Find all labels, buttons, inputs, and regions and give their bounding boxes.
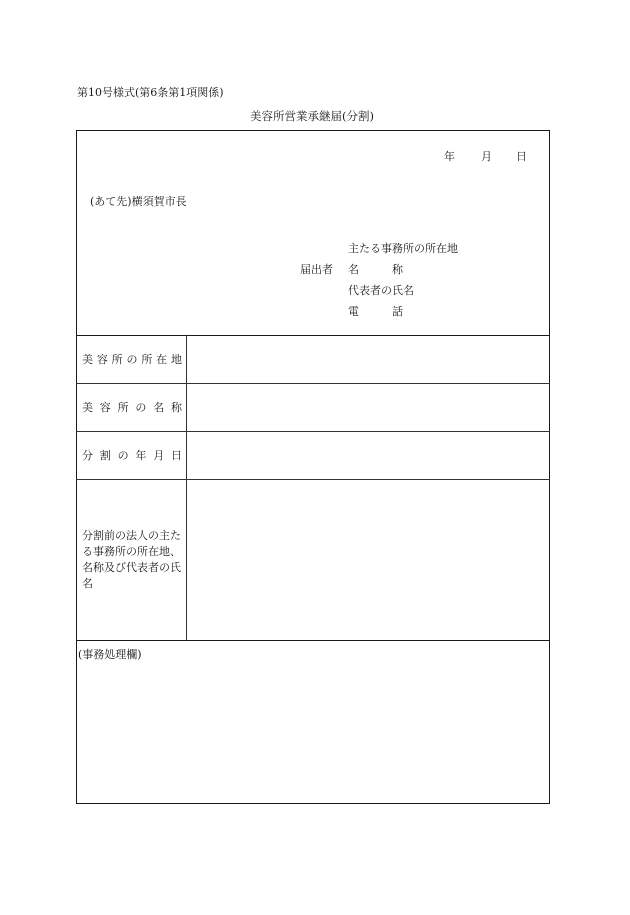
split-date-field[interactable] — [188, 433, 548, 478]
office-use-label: (事務処理欄) — [78, 648, 142, 661]
row-divider — [76, 431, 550, 432]
notifier-representative-label: 代表者の氏名 — [348, 284, 414, 297]
addressee: (あて先)横須賀市長 — [90, 195, 187, 208]
row-label-pre-split-corporation: 分割前の法人の主たる事務所の所在地、名称及び代表者の氏名 — [82, 529, 181, 590]
row-divider — [76, 479, 550, 480]
pre-split-corporation-field[interactable] — [188, 481, 548, 639]
row-divider — [76, 383, 550, 384]
row-label-split-date: 分割の年月日 — [82, 449, 182, 462]
date-day-label: 日 — [516, 150, 527, 163]
notifier-name-label: 名 称 — [348, 263, 403, 276]
row-label-salon-address: 美容所の所在地 — [82, 353, 182, 366]
label-column-divider — [186, 335, 187, 640]
salon-name-field[interactable] — [188, 385, 548, 430]
notifier-phone-label: 電 話 — [348, 305, 403, 318]
form-number: 第10号様式(第6条第1項関係) — [77, 86, 224, 99]
notifier-office-address-label: 主たる事務所の所在地 — [348, 242, 458, 255]
date-year-label: 年 — [444, 150, 455, 163]
notifier-label: 届出者 — [300, 263, 333, 276]
form-title: 美容所営業承継届(分割) — [250, 109, 374, 123]
table-bottom-border — [76, 640, 550, 641]
row-label-salon-name: 美容所の名称 — [82, 401, 182, 414]
table-top-border — [76, 335, 550, 336]
salon-address-field[interactable] — [188, 337, 548, 382]
date-month-label: 月 — [481, 150, 492, 163]
